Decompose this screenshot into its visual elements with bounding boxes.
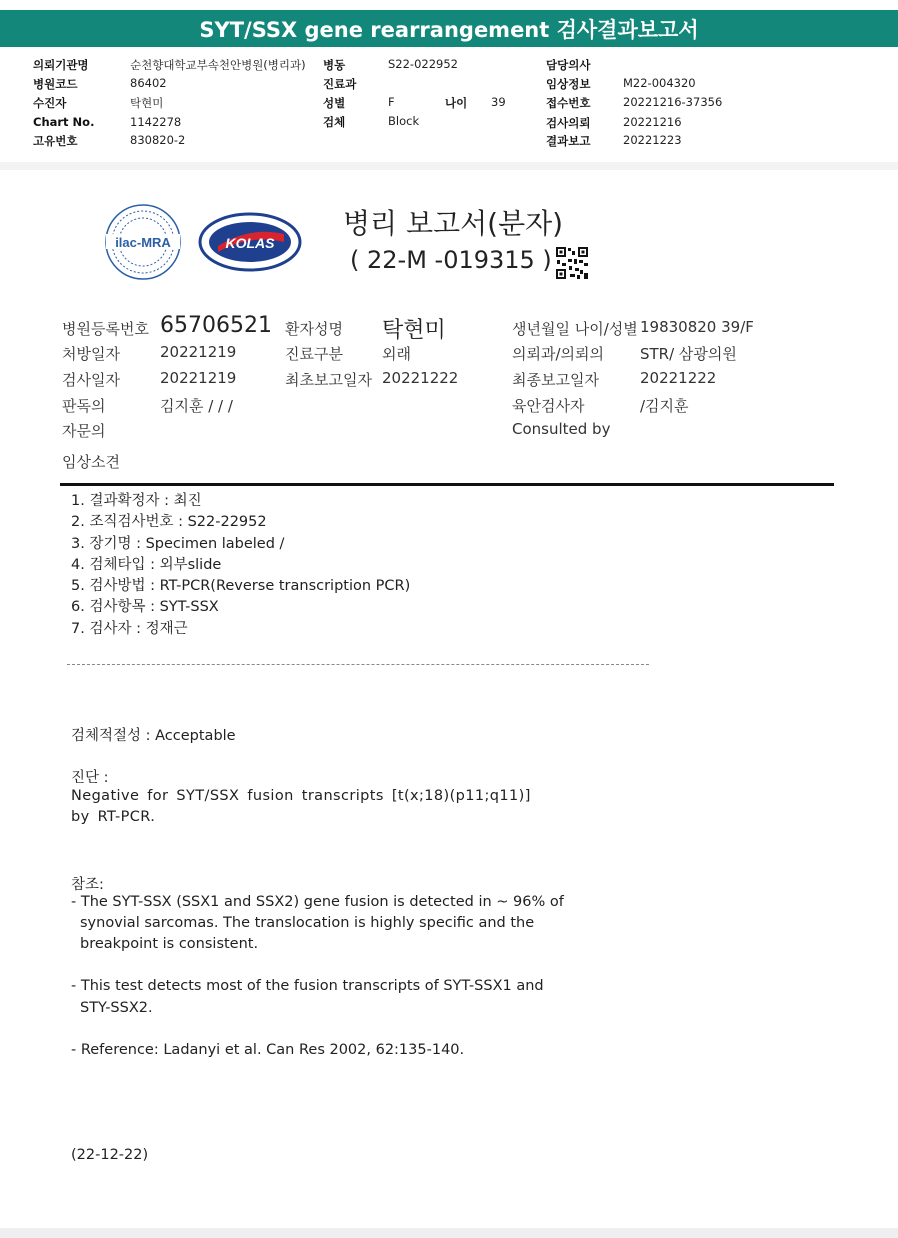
reader-value: 김지훈 / / / (160, 397, 233, 415)
rx-date-label: 처방일자 (62, 345, 120, 363)
receipt-no-value: 20221216-37356 (623, 95, 723, 109)
diagnosis-line-1: Negative for SYT/SSX fusion transcripts [t(x;18)(p11;q11)] (71, 788, 531, 804)
institution-label: 의뢰기관명 (33, 58, 89, 72)
consult-label: 자문의 (62, 422, 106, 440)
specimen-value: Block (388, 114, 420, 128)
report-date-label: 결과보고 (546, 134, 591, 148)
sex-value: F (388, 95, 395, 109)
name-value: 탁현미 (382, 318, 446, 343)
list-item: 5. 검사방법 : RT-PCR(Reverse transcription PCR) (71, 578, 411, 595)
birth-value: 19830820 39/F (640, 318, 754, 336)
test-date-label: 검사일자 (62, 371, 120, 389)
rx-date-value: 20221219 (160, 343, 237, 361)
list-item: 7. 검사자 : 정재근 (71, 620, 188, 637)
age-label: 나이 (445, 96, 468, 110)
institution-value: 순천향대학교부속천안병원(병리과) (130, 58, 306, 72)
sex-label: 성별 (323, 96, 346, 110)
list-item: 4. 검체타입 : 외부slide (71, 556, 222, 573)
req-dept-label: 의뢰과/의뢰의 (512, 345, 604, 363)
class-label: 진료구분 (285, 345, 343, 363)
department-label: 진료과 (323, 77, 357, 91)
test-date-value: 20221219 (160, 369, 237, 387)
hospital-code-value: 86402 (130, 76, 167, 90)
reference-text: breakpoint is consistent. (80, 936, 259, 952)
final-report-value: 20221222 (640, 369, 717, 387)
diagnosis-line-2: by RT-PCR. (71, 809, 156, 825)
unique-no-value: 830820-2 (130, 133, 186, 147)
ilac-mra-logo (104, 203, 182, 281)
reader-label: 판독의 (62, 397, 106, 415)
diagnosis-label: 진단 : (71, 770, 109, 786)
page-bottom-bar (0, 1228, 898, 1238)
qr-code-icon (555, 246, 589, 280)
reg-no-label: 병원등록번호 (62, 320, 149, 338)
first-report-label: 최초보고일자 (285, 371, 372, 389)
receipt-no-label: 접수번호 (546, 96, 591, 110)
unique-no-label: 고유번호 (33, 134, 78, 148)
reference-text: - The SYT-SSX (SSX1 and SSX2) gene fusion is detected in ~ 96% of (71, 894, 564, 910)
patient-value: 탁현미 (130, 96, 164, 110)
hospital-code-label: 병원코드 (33, 77, 78, 91)
gross-value: /김지훈 (640, 397, 689, 415)
clinical-info-value: M22-004320 (623, 76, 696, 90)
birth-label: 생년월일 나이/성별 (512, 320, 638, 338)
footer-date: (22-12-22) (71, 1147, 149, 1163)
class-value: 외래 (382, 345, 411, 363)
ward-value: S22-022952 (388, 57, 458, 71)
report-number: ( 22-M -019315 ) (350, 246, 552, 274)
ilac-text: ilac-MRA (115, 235, 171, 250)
first-report-value: 20221222 (382, 369, 459, 387)
reference-text: - This test detects most of the fusion transcripts of SYT-SSX1 and (71, 978, 544, 994)
adequacy-text: 검체적절성 : Acceptable (71, 728, 236, 744)
report-title: 병리 보고서(분자) (343, 207, 564, 240)
list-item: 3. 장기명 : Specimen labeled / (71, 535, 285, 552)
section-divider (0, 162, 898, 170)
patient-label: 수진자 (33, 96, 67, 110)
section-rule (60, 483, 834, 486)
reference-text: - Reference: Ladanyi et al. Can Res 2002, 62:135-140. (71, 1042, 465, 1058)
reference-text: synovial sarcomas. The translocation is highly specific and the (80, 915, 535, 931)
reference-label: 참조: (71, 877, 104, 893)
reg-no-value: 65706521 (160, 313, 272, 338)
chart-no-label: Chart No. (33, 115, 95, 129)
name-label: 환자성명 (285, 320, 343, 338)
reference-text: STY-SSX2. (80, 1000, 153, 1016)
request-date-label: 검사의뢰 (546, 116, 591, 130)
test-item-list (71, 491, 410, 640)
list-item: 2. 조직검사번호 : S22-22952 (71, 514, 267, 531)
doctor-label: 담당의사 (546, 58, 591, 72)
kolas-text: KOLAS (225, 235, 275, 251)
final-report-label: 최종보고일자 (512, 371, 599, 389)
clinical-info-label: 임상정보 (546, 77, 591, 91)
specimen-label: 검체 (323, 115, 346, 129)
list-item: 6. 검사항목 : SYT-SSX (71, 599, 219, 616)
dashed-divider (67, 664, 649, 665)
chart-no-value: 1142278 (130, 115, 182, 129)
ward-label: 병동 (323, 58, 346, 72)
report-header-title: SYT/SSX gene rearrangement 검사결과보고서 (0, 10, 898, 47)
age-value: 39 (491, 95, 506, 109)
kolas-logo (198, 212, 302, 272)
req-dept-value: STR/ 삼광의원 (640, 345, 737, 363)
consulted-by-label: Consulted by (512, 420, 611, 438)
request-date-value: 20221216 (623, 115, 682, 129)
gross-label: 육안검사자 (512, 397, 585, 415)
clinical-opinion-label: 임상소견 (62, 453, 120, 471)
report-date-value: 20221223 (623, 133, 682, 147)
list-item: 1. 결과확정자 : 최진 (71, 493, 202, 509)
